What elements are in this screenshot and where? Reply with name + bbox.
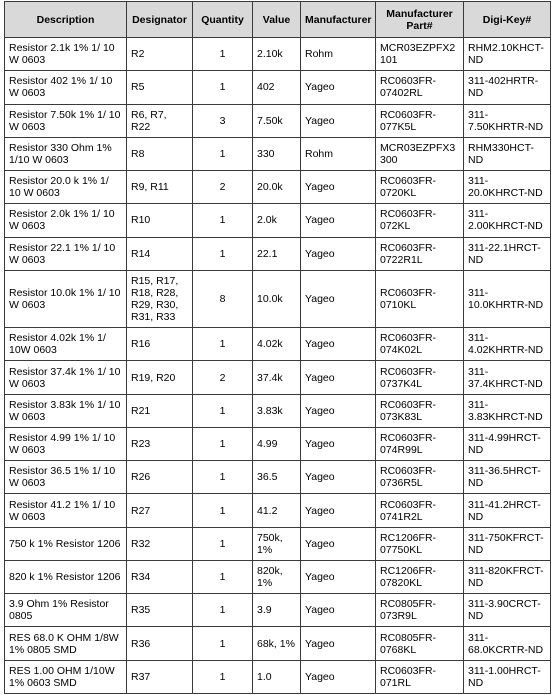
cell-description: Resistor 3.83k 1% 1/ 10 W 0603 [5,394,127,427]
table-row [5,394,551,427]
cell-digikey: 311-4.99HRCT-ND [464,427,551,460]
cell-manufacturer: Yageo [301,527,376,560]
cell-description: Resistor 20.0 k 1% 1/ 10 W 0603 [5,171,127,204]
cell-quantity: 8 [193,270,253,327]
cell-manufacturer: Yageo [301,560,376,593]
cell-manufacturer-part: RC0603FR-0741R2L [376,494,464,527]
table-row [5,627,551,660]
cell-digikey: 311-68.0KCRTR-ND [464,627,551,660]
cell-digikey: 311-4.02KHRTR-ND [464,328,551,361]
cell-digikey: 311-36.5HRCT-ND [464,461,551,494]
cell-designator: R37 [127,660,193,693]
cell-manufacturer: Yageo [301,171,376,204]
cell-designator: R32 [127,527,193,560]
table-row [5,38,551,71]
cell-description: Resistor 22.1 1% 1/ 10 W 0603 [5,237,127,270]
cell-manufacturer-part: RC0603FR-0710KL [376,270,464,327]
cell-value: 41.2 [253,494,301,527]
cell-manufacturer-part: RC0603FR-073K83L [376,394,464,427]
cell-quantity: 1 [193,494,253,527]
cell-quantity: 1 [193,560,253,593]
cell-description: 750 k 1% Resistor 1206 [5,527,127,560]
cell-value: 330 [253,137,301,170]
cell-value: 3.83k [253,394,301,427]
cell-digikey: 311-10.0KHRTR-ND [464,270,551,327]
cell-description: Resistor 2.1k 1% 1/ 10 W 0603 [5,38,127,71]
cell-description: 3.9 Ohm 1% Resistor 0805 [5,594,127,627]
header-description: Description [5,2,127,38]
cell-manufacturer-part: RC0603FR-077K5L [376,104,464,137]
cell-manufacturer: Yageo [301,328,376,361]
cell-description: Resistor 36.5 1% 1/ 10 W 0603 [5,461,127,494]
cell-manufacturer-part: RC0603FR-074R99L [376,427,464,460]
cell-digikey: 311-7.50KHRTR-ND [464,104,551,137]
cell-manufacturer: Yageo [301,660,376,693]
table-row [5,104,551,137]
cell-designator: R26 [127,461,193,494]
cell-description: Resistor 330 Ohm 1% 1/10 W 0603 [5,137,127,170]
cell-manufacturer: Yageo [301,237,376,270]
cell-description: Resistor 10.0k 1% 1/ 10 W 0603 [5,270,127,327]
table-row [5,270,551,327]
header-quantity: Quantity [193,2,253,38]
cell-digikey: 311-3.83KHRCT-ND [464,394,551,427]
cell-value: 402 [253,71,301,104]
table-row [5,560,551,593]
cell-value: 820k, 1% [253,560,301,593]
cell-manufacturer: Yageo [301,427,376,460]
cell-description: Resistor 2.0k 1% 1/ 10 W 0603 [5,204,127,237]
cell-manufacturer: Yageo [301,361,376,394]
cell-description: Resistor 37.4k 1% 1/ 10 W 0603 [5,361,127,394]
table-row [5,660,551,693]
cell-quantity: 1 [193,237,253,270]
cell-description: Resistor 41.2 1% 1/ 10 W 0603 [5,494,127,527]
cell-manufacturer-part: RC0603FR-071RL [376,660,464,693]
cell-manufacturer-part: RC0603FR-0736R5L [376,461,464,494]
cell-value: 2.10k [253,38,301,71]
cell-value: 3.9 [253,594,301,627]
cell-value: 2.0k [253,204,301,237]
cell-designator: R16 [127,328,193,361]
cell-quantity: 1 [193,38,253,71]
cell-designator: R27 [127,494,193,527]
cell-manufacturer-part: RC0805FR-0768KL [376,627,464,660]
cell-manufacturer-part: RC0603FR-0737K4L [376,361,464,394]
cell-designator: R19, R20 [127,361,193,394]
bom-table [4,1,551,694]
cell-designator: R15, R17, R18, R28, R29, R30, R31, R33 [127,270,193,327]
cell-value: 1.0 [253,660,301,693]
cell-digikey: 311-3.90CRCT-ND [464,594,551,627]
cell-value: 10.0k [253,270,301,327]
cell-manufacturer-part: RC0603FR-072KL [376,204,464,237]
cell-designator: R9, R11 [127,171,193,204]
cell-manufacturer-part: RC1206FR-07820KL [376,560,464,593]
cell-quantity: 1 [193,427,253,460]
cell-manufacturer-part: RC0603FR-074K02L [376,328,464,361]
cell-designator: R14 [127,237,193,270]
cell-digikey: 311-402HRTR-ND [464,71,551,104]
cell-manufacturer: Yageo [301,71,376,104]
cell-quantity: 1 [193,71,253,104]
cell-value: 7.50k [253,104,301,137]
cell-designator: R5 [127,71,193,104]
cell-description: Resistor 402 1% 1/ 10 W 0603 [5,71,127,104]
cell-manufacturer: Yageo [301,494,376,527]
cell-designator: R21 [127,394,193,427]
cell-quantity: 2 [193,361,253,394]
cell-designator: R10 [127,204,193,237]
table-body [5,38,551,694]
table-row [5,137,551,170]
cell-manufacturer: Yageo [301,394,376,427]
cell-designator: R2 [127,38,193,71]
cell-designator: R8 [127,137,193,170]
cell-manufacturer-part: RC1206FR-07750KL [376,527,464,560]
header-designator: Designator [127,2,193,38]
cell-quantity: 1 [193,627,253,660]
cell-digikey: 311-41.2HRCT-ND [464,494,551,527]
header-digikey: Digi-Key# [464,2,551,38]
table-row [5,527,551,560]
cell-digikey: 311-2.00KHRCT-ND [464,204,551,237]
cell-quantity: 1 [193,394,253,427]
cell-digikey: 311-22.1HRCT-ND [464,237,551,270]
table-row [5,328,551,361]
cell-manufacturer: Yageo [301,104,376,137]
cell-digikey: RHM2.10KHCT-ND [464,38,551,71]
cell-digikey: 311-820KFRCT-ND [464,560,551,593]
table-row [5,71,551,104]
cell-value: 750k, 1% [253,527,301,560]
cell-manufacturer: Yageo [301,461,376,494]
cell-description: 820 k 1% Resistor 1206 [5,560,127,593]
cell-quantity: 1 [193,328,253,361]
cell-manufacturer-part: MCR03EZPFX2 101 [376,38,464,71]
cell-designator: R23 [127,427,193,460]
table-row [5,494,551,527]
cell-manufacturer-part: MCR03EZPFX3 300 [376,137,464,170]
cell-digikey: RHM330HCT-ND [464,137,551,170]
table-row [5,171,551,204]
cell-manufacturer: Yageo [301,627,376,660]
cell-digikey: 311-20.0KHRCT-ND [464,171,551,204]
cell-manufacturer: Yageo [301,270,376,327]
bom-table-container [4,1,550,694]
cell-value: 37.4k [253,361,301,394]
cell-quantity: 3 [193,104,253,137]
cell-value: 4.99 [253,427,301,460]
cell-manufacturer: Yageo [301,204,376,237]
cell-quantity: 1 [193,204,253,237]
cell-manufacturer-part: RC0805FR-073R9L [376,594,464,627]
table-row [5,237,551,270]
cell-description: RES 1.00 OHM 1/10W 1% 0603 SMD [5,660,127,693]
cell-designator: R6, R7, R22 [127,104,193,137]
table-row [5,461,551,494]
cell-value: 4.02k [253,328,301,361]
header-value: Value [253,2,301,38]
cell-designator: R36 [127,627,193,660]
table-row [5,204,551,237]
cell-manufacturer: Yageo [301,594,376,627]
table-row [5,594,551,627]
cell-quantity: 1 [193,461,253,494]
cell-designator: R35 [127,594,193,627]
cell-value: 68k, 1% [253,627,301,660]
cell-quantity: 1 [193,594,253,627]
cell-quantity: 1 [193,527,253,560]
cell-designator: R34 [127,560,193,593]
cell-manufacturer-part: RC0603FR-0722R1L [376,237,464,270]
table-header [5,2,551,38]
cell-manufacturer-part: RC0603FR-07402RL [376,71,464,104]
cell-quantity: 1 [193,137,253,170]
table-row [5,427,551,460]
header-manufacturer-part: Manufacturer Part# [376,2,464,38]
cell-value: 20.0k [253,171,301,204]
cell-manufacturer-part: RC0603FR-0720KL [376,171,464,204]
header-manufacturer: Manufacturer [301,2,376,38]
cell-manufacturer: Rohm [301,38,376,71]
cell-description: RES 68.0 K OHM 1/8W 1% 0805 SMD [5,627,127,660]
cell-description: Resistor 7.50k 1% 1/ 10 W 0603 [5,104,127,137]
cell-digikey: 311-37.4KHRCT-ND [464,361,551,394]
cell-quantity: 2 [193,171,253,204]
cell-value: 36.5 [253,461,301,494]
header-row [5,2,551,38]
cell-description: Resistor 4.02k 1% 1/ 10W 0603 [5,328,127,361]
cell-digikey: 311-750KFRCT-ND [464,527,551,560]
table-row [5,361,551,394]
cell-description: Resistor 4.99 1% 1/ 10 W 0603 [5,427,127,460]
cell-manufacturer: Rohm [301,137,376,170]
cell-value: 22.1 [253,237,301,270]
cell-digikey: 311-1.00HRCT-ND [464,660,551,693]
cell-quantity: 1 [193,660,253,693]
